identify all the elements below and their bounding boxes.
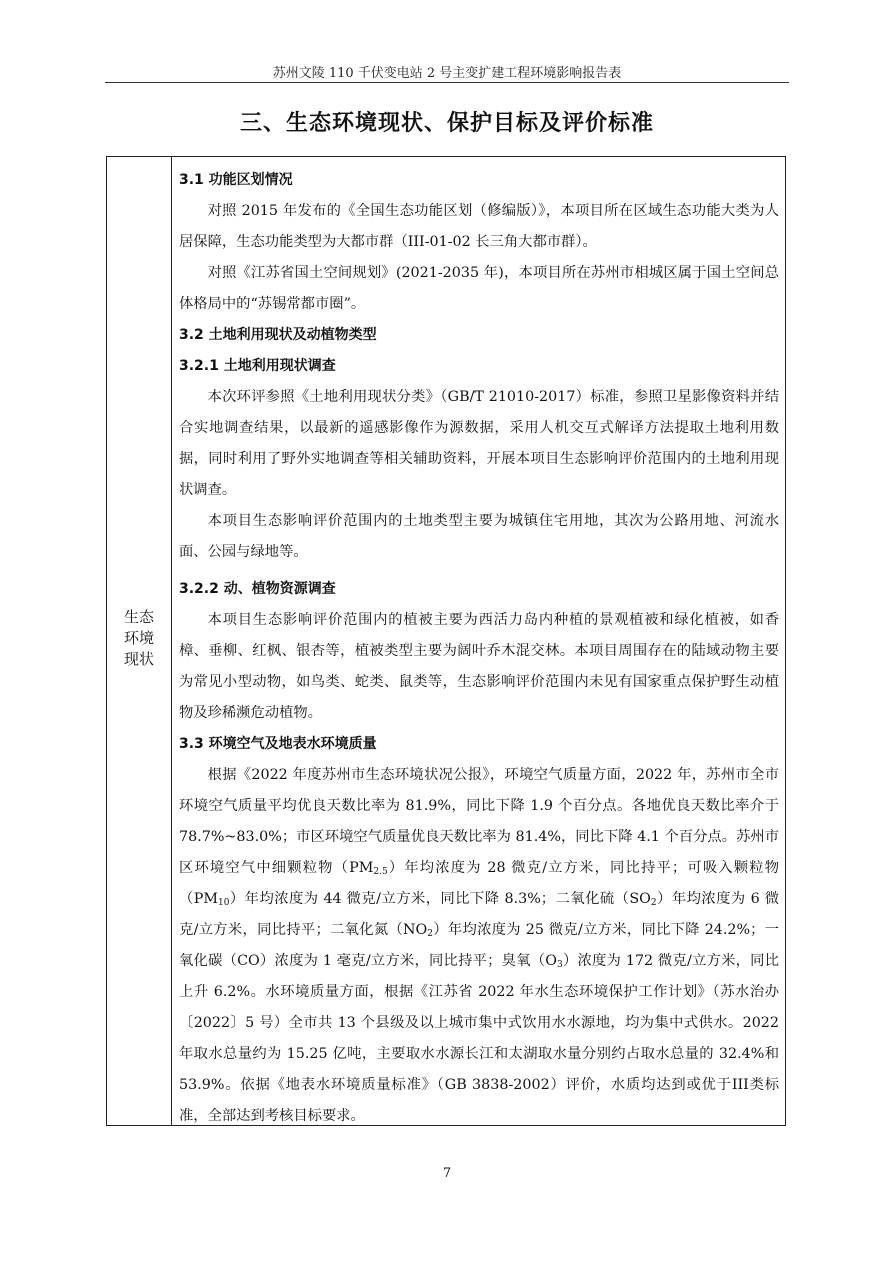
heading-3-2-1: 3.2.1 土地利用现状调查 bbox=[179, 358, 336, 374]
heading-3-2: 3.2 土地利用现状及动植物类型 bbox=[179, 327, 377, 343]
paragraph: 本次环评参照《土地利用现状分类》（GB/T 21010-2017）标准，参照卫星影像资料并结合实地调查结果，以最新的遥感影像作为源数据，采用人机交互式解译方法提取土地利用数据，同时利用了野外实地调查等相关辅助资料，开展本项目生态影响评价范围内的土地利用现状调查。 bbox=[179, 389, 779, 498]
subscript: 10 bbox=[218, 898, 230, 908]
page-number: 7 bbox=[442, 1166, 452, 1181]
heading-3-1: 3.1 功能区划情况 bbox=[179, 172, 293, 188]
heading-3-3: 3.3 环境空气及地表水环境质量 bbox=[179, 736, 377, 752]
row-label-cell bbox=[107, 607, 171, 670]
heading-3-2-2: 3.2.2 动、植物资源调查 bbox=[179, 581, 336, 597]
text-run: ）浓度为 172 微克/立方米，同比上升 6.2%。水环境质量方面，根据《江苏省 2022 年水生态环境保护工作计划》（苏水治办〔2022〕5 号）全市共 13 个县级及以上城市集中式饮用水水源地，均为集中式供水。2022 年取水总量约为 15.25 亿吨，主要取水水源长江和太湖取水量分别约占取水总量的 32.4%和 53.9%。依据《地表水环境质量标准》（GB 3838-2002）评价，水质均达到或优于III类标准，全部达到考核目标要求。 bbox=[179, 953, 779, 1124]
paragraph: 对照 2015 年发布的《全国生态功能区划（修编版）》，本项目所在区域生态功能大类为人居保障，生态功能类型为大都市群（III-01-02 长三角大都市群）。 bbox=[179, 203, 779, 250]
header-rule bbox=[105, 82, 789, 83]
content-table bbox=[106, 156, 786, 1126]
content-cell bbox=[179, 165, 779, 1132]
running-header: 苏州文陵 110 千伏变电站 2 号主变扩建工程环境影响报告表 bbox=[272, 66, 622, 81]
text-run: ）年均浓度为 25 微克/立方米，同比下降 24.2%；一氧化碳（CO）浓度为 1 毫克/立方米，同比持平；臭氧（O bbox=[179, 922, 780, 969]
text-run: ）年均浓度为 6 微克/立方米，同比持平；二氧化氮（NO bbox=[179, 891, 779, 938]
row-label-line: 现状 bbox=[123, 650, 154, 668]
row-label-line: 生态 bbox=[123, 608, 154, 626]
text-run: ）年均浓度为 28 微克/立方米，同比持平；可吸入颗粒物（PM bbox=[179, 860, 779, 907]
subscript: 2 bbox=[650, 898, 657, 908]
text-run: ）年均浓度为 44 微克/立方米，同比下降 8.3%；二氧化硫（SO bbox=[229, 891, 651, 907]
subscript: 3 bbox=[557, 960, 563, 970]
subscript: 2 bbox=[427, 929, 434, 939]
subscript: 2.5 bbox=[373, 867, 388, 877]
row-label-line: 环境 bbox=[123, 629, 154, 647]
paragraph: 本项目生态影响评价范围内的植被主要为西活力岛内种植的景观植被和绿化植被，如香樟、垂柳、红枫、银杏等，植被类型主要为阔叶乔木混交林。本项目周围存在的陆域动物主要为常见小型动物，如鸟类、蛇类、鼠类等，生态影响评价范围内未见有国家重点保护野生动植物及珍稀濒危动植物。 bbox=[179, 612, 779, 721]
section-title: 三、生态环境现状、保护目标及评价标准 bbox=[239, 111, 654, 136]
paragraph: 本项目生态影响评价范围内的土地类型主要为城镇住宅用地，其次为公路用地、河流水面、公园与绿地等。 bbox=[179, 513, 779, 560]
paragraph: 对照《江苏省国土空间规划》(2021-2035 年)，本项目所在苏州市相城区属于国土空间总体格局中的“苏锡常都市圈”。 bbox=[179, 265, 779, 312]
text-run: 根据《2022 年度苏州市生态环境状况公报》，环境空气质量方面，2022 年，苏州市全市环境空气质量平均优良天数比率为 81.9%，同比下降 1.9 个百分点。各地优良天数比率介于 78.7%~83.0%；市区环境空气质量优良天数比率为 81.4%，同比下降 4.1 个百分点。苏州市区环境空气中细颗粒物（PM bbox=[179, 767, 779, 876]
column-divider bbox=[171, 157, 172, 1125]
air-water-quality-paragraph bbox=[179, 760, 779, 1132]
